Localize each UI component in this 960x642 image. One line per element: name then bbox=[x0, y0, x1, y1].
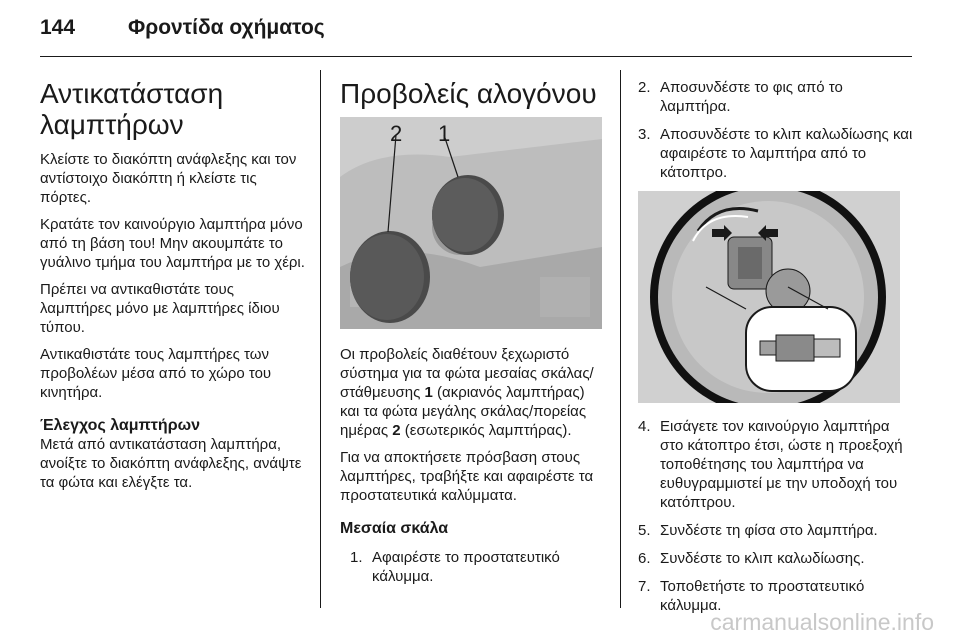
paragraph: Μετά από αντικατάσταση λαμπτήρα, ανοίξτε το διακόπτη ανάφλεξης, ανάψτε τα φώτα και ελέγξτε τα. bbox=[40, 436, 302, 491]
step-item: 5. Συνδέστε τη φίσα στο λαμπτήρα. bbox=[638, 522, 878, 539]
chapter-title: Φροντίδα οχήματος bbox=[128, 16, 325, 39]
paragraph: Κρατάτε τον καινούργιο λαμπτήρα μόνο από τη βάση του! Μην ακουμπάτε το γυάλινο τμήμα του λαμπτήρα με το χέρι. bbox=[40, 216, 305, 271]
low-beam-steps-top bbox=[638, 78, 914, 182]
page-header bbox=[40, 10, 912, 58]
paragraph-access: Για να αποκτήσετε πρόσβαση στους λαμπτήρες, τραβήξτε και αφαιρέστε τα προστατευτικά καλύμματα. bbox=[340, 449, 594, 504]
column-bulb-replacement bbox=[40, 70, 308, 500]
paragraph: Αντικαθιστάτε τους λαμπτήρες των προβολέων μέσα από το χώρο του κινητήρα. bbox=[40, 346, 272, 401]
column-divider-right bbox=[620, 70, 621, 608]
step-item: 4. Εισάγετε τον καινούργιο λαμπτήρα στο κάτοπτρο έτσι, ώστε η προεξοχή τοποθέτησης του λαμπτήρα να ευθυγραμμιστεί με την υποδοχή του κατόπτρου. bbox=[638, 418, 903, 511]
step-item: 2. Αποσυνδέστε το φις από το λαμπτήρα. bbox=[638, 79, 843, 115]
header-divider bbox=[40, 56, 912, 57]
step-item: 1. Αφαιρέστε το προστατευτικό κάλυμμα. bbox=[350, 549, 560, 585]
section-title-bulb-replacement: Αντικατάσταση λαμπτήρων bbox=[40, 78, 224, 140]
figure-label-2: 2 bbox=[390, 121, 403, 146]
paragraph: Κλείστε το διακόπτη ανάφλεξης και τον αντίστοιχο διακόπτη ή κλείστε τις πόρτες. bbox=[40, 151, 297, 206]
subheading-bulb-check: Έλεγχος λαμπτήρων bbox=[40, 417, 201, 434]
paragraph: Πρέπει να αντικαθιστάτε τους λαμπτήρες μόνο με λαμπτήρες ίδιου τύπου. bbox=[40, 281, 280, 336]
low-beam-steps-bottom bbox=[638, 417, 914, 615]
low-beam-steps-start bbox=[340, 548, 605, 586]
headlight-rear-figure bbox=[340, 117, 602, 329]
column-divider-left bbox=[320, 70, 321, 608]
step-item: 3. Αποσυνδέστε το κλιπ καλωδίωσης και αφαιρέστε το λαμπτήρα από το κάτοπτρο. bbox=[638, 126, 913, 181]
step-item: 6. Συνδέστε το κλιπ καλωδίωσης. bbox=[638, 550, 865, 567]
ref-number-2: 2 bbox=[392, 422, 401, 439]
section-title-halogen-headlights: Προβολείς αλογόνου bbox=[340, 78, 597, 109]
column-halogen-headlights bbox=[340, 70, 605, 595]
bulb-removal-figure bbox=[638, 191, 900, 403]
figure-label-1: 1 bbox=[438, 121, 451, 146]
ref-number-1: 1 bbox=[424, 384, 433, 401]
subheading-low-beam: Μεσαία σκάλα bbox=[340, 520, 449, 537]
paragraph-headlight-systems: Οι προβολείς διαθέτουν ξεχωριστό σύστημα για τα φώτα μεσαίας σκάλας/στάθμευσης 1 (ακριανός λαμπτήρας) και τα φώτα μεγάλης σκάλας/πορείας ημέρας 2 (εσωτερικός λαμπτήρας). bbox=[340, 346, 594, 439]
column-low-beam-steps bbox=[638, 70, 914, 624]
watermark: carmanualsonline.info bbox=[710, 609, 934, 635]
step-item: 7. Τοποθετήστε το προστατευτικό κάλυμμα. bbox=[638, 578, 865, 614]
page-number: 144 bbox=[40, 16, 76, 39]
